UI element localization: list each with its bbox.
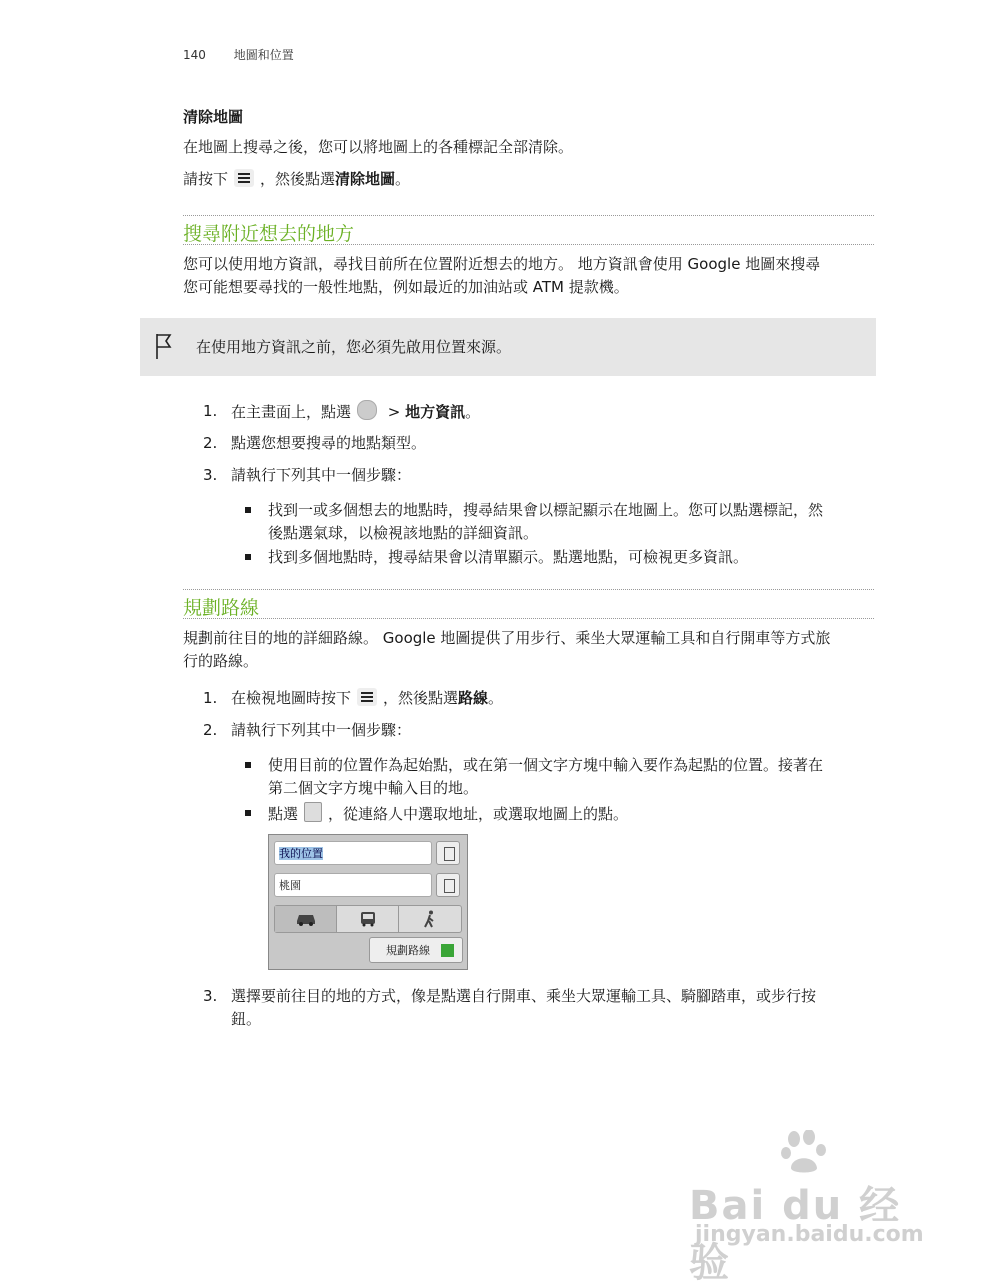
destination-input[interactable]: 桃園	[274, 873, 432, 897]
clear-map-para: 在地圖上搜尋之後，您可以將地圖上的各種標記全部清除。	[183, 138, 574, 156]
contact-picker-button[interactable]	[436, 841, 460, 865]
section-directions-heading	[183, 589, 874, 619]
menu-icon	[357, 688, 377, 706]
bullet-icon	[245, 810, 251, 816]
clear-map-heading: 清除地圖	[183, 108, 244, 126]
bullet-icon	[245, 554, 251, 560]
walk-button[interactable]	[399, 906, 461, 932]
clear-map-instruction: 請按下 ，然後點選清除地圖。	[183, 170, 411, 188]
car-icon	[294, 912, 318, 926]
contact-icon	[444, 847, 455, 861]
section-title: 規劃路線	[183, 597, 260, 619]
nearby-para: 您可以使用地方資訊，尋找目前所在位置附近想去的地方。 地方資訊會使用 Google 地圖來搜尋 您可能想要尋找的一般性地點，例如最近的加油站或 ATM 提款機。	[183, 255, 821, 296]
all-apps-icon	[357, 400, 377, 420]
contact-picker-button[interactable]	[436, 873, 460, 897]
note-flag-icon	[154, 332, 174, 360]
get-directions-button[interactable]: 規劃路線	[369, 937, 463, 963]
clear-map-label: 清除地圖	[335, 170, 396, 188]
note-box	[140, 318, 876, 376]
watermark-brand: Bai du 经验	[689, 1183, 902, 1286]
baidu-watermark	[689, 1130, 929, 1286]
section-title: 搜尋附近想去的地方	[183, 223, 355, 245]
car-button[interactable]	[275, 906, 337, 932]
transit-button[interactable]	[337, 906, 399, 932]
note-text: 在使用地方資訊之前，您必須先啟用位置來源。	[196, 338, 512, 356]
walk-icon	[423, 910, 437, 928]
contact-icon	[444, 879, 455, 893]
directions-screenshot	[268, 834, 468, 970]
page-number: 140	[183, 48, 206, 62]
directions-para: 規劃前往目的地的詳細路線。 Google 地圖提供了用步行、乘坐大眾運輸工具和自行開車等方式旅 行的路線。	[183, 629, 831, 670]
travel-mode-tabs	[274, 905, 462, 933]
bus-icon	[358, 911, 378, 927]
bullet-icon	[245, 507, 251, 513]
contact-picker-icon	[304, 802, 322, 822]
baidu-paw-logo-icon	[781, 1130, 831, 1174]
section-nearby-heading	[183, 215, 874, 245]
chapter-title: 地圖和位置	[233, 48, 294, 62]
bullet-icon	[245, 762, 251, 768]
running-header	[183, 46, 294, 63]
watermark-url: jingyan.baidu.com	[695, 1222, 924, 1247]
play-arrow-icon	[441, 944, 454, 957]
start-location-input[interactable]: 我的位置	[274, 841, 432, 865]
menu-icon	[234, 169, 254, 187]
